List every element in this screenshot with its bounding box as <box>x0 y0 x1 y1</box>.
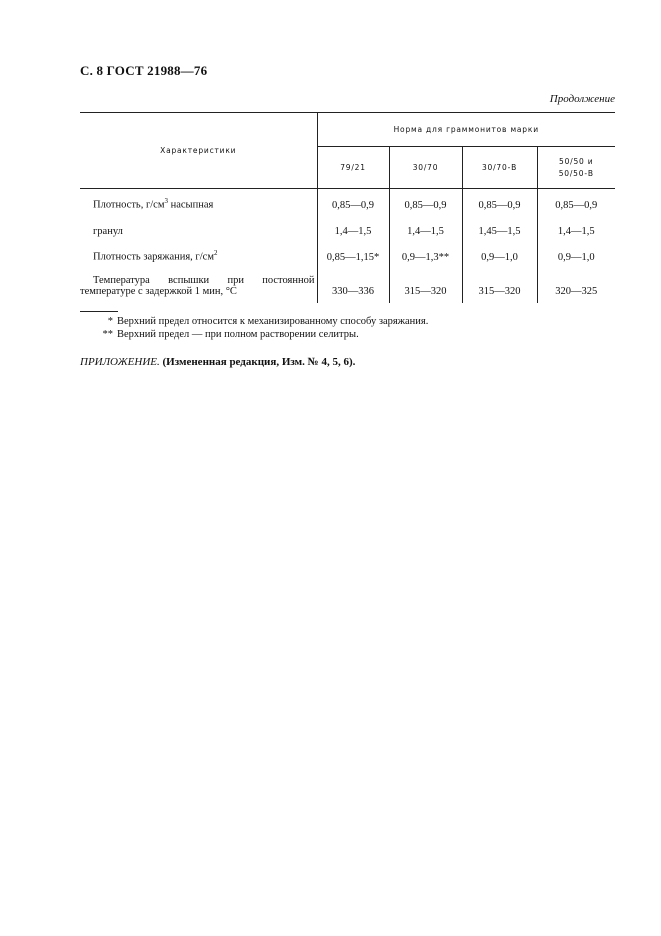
table-cell: 320—325 <box>555 285 598 297</box>
appendix-revision: (Измененная редакция, Изм. № 4, 5, 6). <box>162 356 356 368</box>
table-row <box>80 211 615 237</box>
characteristics-header: Характеристики <box>80 113 317 189</box>
page-header: С. 8 ГОСТ 21988—76 <box>80 63 208 78</box>
grade-header-79-21: 79/21 <box>317 147 389 189</box>
table-cell: 0,85—0,9 <box>462 189 537 211</box>
characteristics-table <box>80 112 615 303</box>
table-cell: 0,9—1,3** <box>389 237 462 263</box>
table-cell: 0,9—1,0 <box>462 237 537 263</box>
table-cell: 315—320 <box>389 263 462 303</box>
footnotes <box>80 315 428 341</box>
table-cell: 0,85—0,9 <box>389 189 462 211</box>
table-cell: 330—336 <box>317 263 389 303</box>
table-cell: 1,4—1,5 <box>317 211 389 237</box>
grade-header-50-50 <box>537 147 615 189</box>
table-cell: 1,45—1,5 <box>462 211 537 237</box>
footnote-divider <box>80 311 118 312</box>
row-label-charging-density: Плотность заряжания, $г/см^2$ <box>80 237 317 263</box>
grade-header-30-70: 30/70 <box>389 147 462 189</box>
appendix-lead: ПРИЛОЖЕНИЕ. <box>80 356 160 368</box>
footnote-item <box>80 328 428 341</box>
footnote-mark: * <box>107 316 113 327</box>
table-cell: 0,85—0,9 <box>555 199 598 211</box>
table-cell: 1,4—1,5 <box>389 211 462 237</box>
footnote-mark: ** <box>102 329 113 340</box>
row-label-bulk-density: Плотность, $г/см^3$ насыпная <box>80 189 317 211</box>
row-label-flash-temperature <box>80 263 317 303</box>
row-label-line-1: Температура вспышки при постоянной <box>93 274 315 286</box>
appendix-note <box>80 356 355 368</box>
grade-header-50-50-text: 50/50 и 50/50-В <box>558 156 594 178</box>
continuation-label: Продолжение <box>549 93 615 105</box>
footnote-item <box>80 315 428 328</box>
footnote-text: Верхний предел относится к механизированному способу заряжания. <box>117 316 429 327</box>
table-cell: 315—320 <box>462 263 537 303</box>
row-label-granule-density: гранул <box>80 211 317 237</box>
table-row <box>80 263 615 303</box>
table-row <box>80 189 615 211</box>
footnote-text: Верхний предел — при полном растворении селитры. <box>117 329 359 340</box>
grade-header-30-70-v: 30/70-В <box>462 147 537 189</box>
table-cell: 0,85—1,15* <box>317 237 389 263</box>
table-cell: 1,4—1,5 <box>557 225 595 237</box>
norm-group-header: Норма для граммонитов марки <box>317 113 615 147</box>
row-label-line-2: температуре с задержкой 1 мин, °С <box>80 285 237 297</box>
table-cell: 0,9—1,0 <box>557 251 595 263</box>
table-cell: 0,85—0,9 <box>317 189 389 211</box>
table-row <box>80 237 615 263</box>
